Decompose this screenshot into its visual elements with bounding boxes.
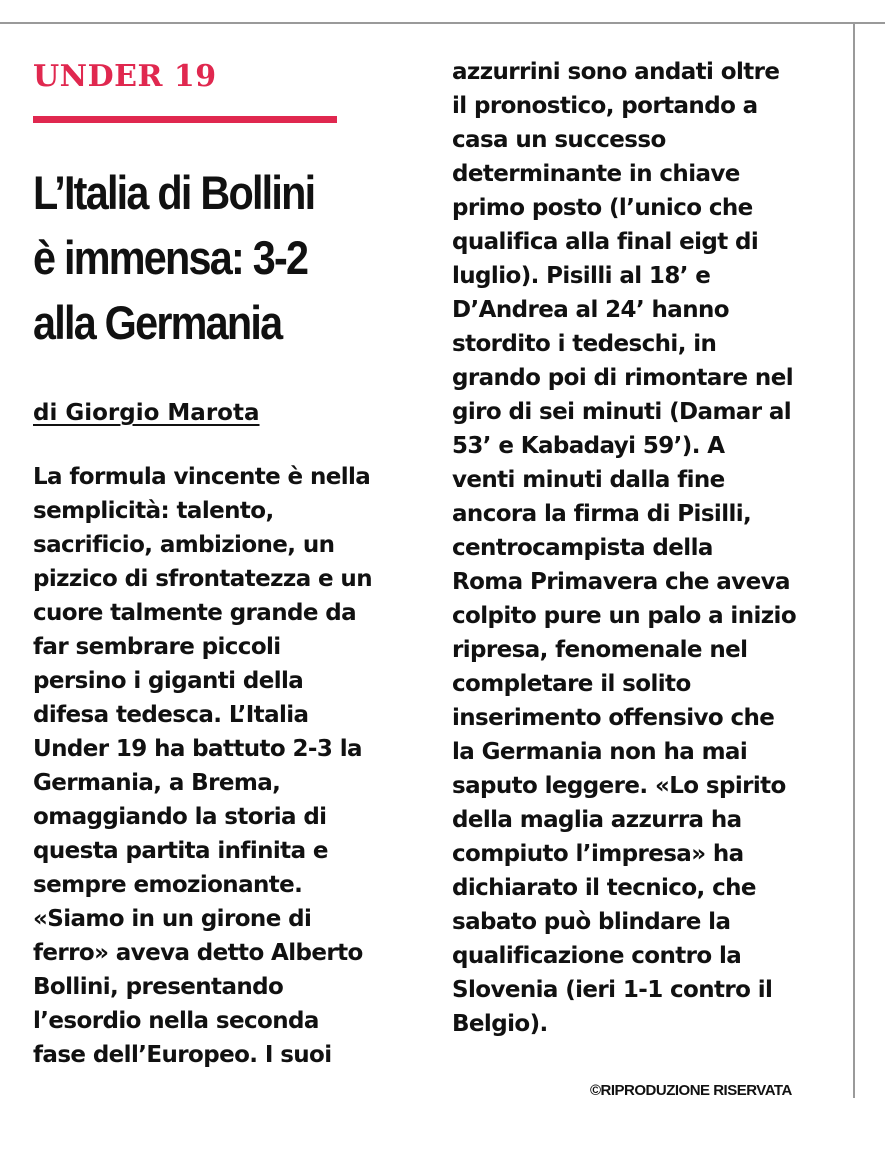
text-line: sempre emozionante. [33, 872, 303, 898]
text-line: ferro» aveva detto Alberto [33, 940, 363, 966]
text-line: grando poi di rimontare nel [452, 365, 793, 391]
copyright-notice: ©RIPRODUZIONE RISERVATA [590, 1082, 792, 1099]
text-line: 53’ e Kabadayi 59’). A [452, 433, 725, 459]
text-line: completare il solito [452, 671, 691, 697]
text-line: qualifica alla final eigt di [452, 229, 759, 255]
top-rule [0, 22, 885, 24]
text-line: sacrificio, ambizione, un [33, 532, 335, 558]
body-text-left [33, 460, 428, 1072]
right-column [452, 55, 847, 1041]
text-line: primo posto (l’unico che [452, 195, 753, 221]
left-column [33, 55, 428, 1072]
text-line: ripresa, fenomenale nel [452, 637, 748, 663]
text-line: far sembrare piccoli [33, 634, 281, 660]
headline-line: L’Italia di Bollini [33, 166, 315, 219]
body-text-right [452, 55, 847, 1041]
text-line: fase dell’Europeo. I suoi [33, 1042, 332, 1068]
text-line: della maglia azzurra ha [452, 807, 742, 833]
text-line: dichiarato il tecnico, che [452, 875, 756, 901]
text-line: semplicità: talento, [33, 498, 274, 524]
text-line: sabato può blindare la [452, 909, 731, 935]
text-line: qualificazione contro la [452, 943, 742, 969]
text-line: Bollini, presentando [33, 974, 284, 1000]
text-line: il pronostico, portando a [452, 93, 758, 119]
text-line: questa partita infinita e [33, 838, 328, 864]
headline-line: alla Germania [33, 296, 282, 349]
column-rule [853, 22, 855, 1098]
text-line: cuore talmente grande da [33, 600, 357, 626]
text-line: casa un successo [452, 127, 666, 153]
text-line: La formula vincente è nella [33, 464, 371, 490]
text-line: omaggiando la storia di [33, 804, 327, 830]
text-line: saputo leggere. «Lo spirito [452, 773, 786, 799]
text-line: Under 19 ha battuto 2-3 la [33, 736, 362, 762]
text-line: centrocampista della [452, 535, 713, 561]
text-line: luglio). Pisilli al 18’ e [452, 263, 711, 289]
headline-line: è immensa: 3-2 [33, 231, 308, 284]
text-line: «Siamo in un girone di [33, 906, 312, 932]
text-line: la Germania non ha mai [452, 739, 748, 765]
text-line: stordito i tedeschi, in [452, 331, 717, 357]
text-line: inserimento offensivo che [452, 705, 775, 731]
text-line: l’esordio nella seconda [33, 1008, 319, 1034]
text-line: venti minuti dalla fine [452, 467, 725, 493]
text-line: Roma Primavera che aveva [452, 569, 790, 595]
text-line: ancora la firma di Pisilli, [452, 501, 752, 527]
text-line: compiuto l’impresa» ha [452, 841, 744, 867]
text-line: Slovenia (ieri 1-1 contro il [452, 977, 773, 1003]
byline: di Giorgio Marota [33, 400, 260, 426]
text-line: difesa tedesca. L’Italia [33, 702, 309, 728]
text-line: determinante in chiave [452, 161, 740, 187]
text-line: Germania, a Brema, [33, 770, 281, 796]
kicker-bar [33, 116, 337, 123]
section-kicker: UNDER 19 [33, 59, 217, 94]
text-line: giro di sei minuti (Damar al [452, 399, 792, 425]
text-line: D’Andrea al 24’ hanno [452, 297, 729, 323]
text-line: azzurrini sono andati oltre [452, 59, 780, 85]
text-line: Belgio). [452, 1011, 548, 1037]
article-headline [33, 160, 420, 355]
text-line: persino i giganti della [33, 668, 304, 694]
text-line: colpito pure un palo a inizio [452, 603, 797, 629]
text-line: pizzico di sfrontatezza e un [33, 566, 372, 592]
